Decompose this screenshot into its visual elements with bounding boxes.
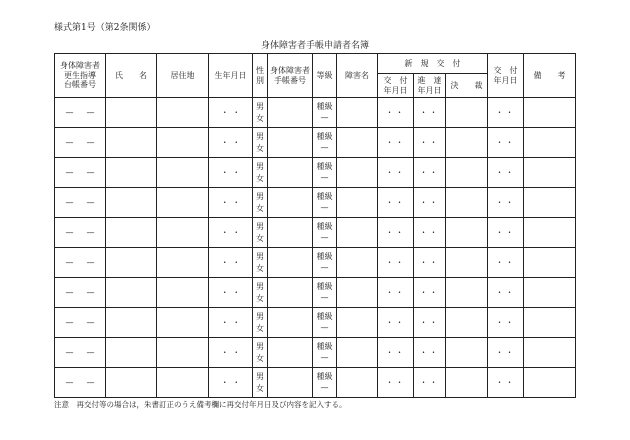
disability-name-cell[interactable] [337,218,378,248]
birthdate-cell[interactable]: ・ ・ [209,368,253,398]
ledger-number-cell[interactable]: — — [55,308,106,338]
grade-cell[interactable]: 種級 — [313,128,337,158]
sex-cell[interactable]: 男 女 [253,248,268,278]
remarks-cell[interactable] [524,218,576,248]
table-row [55,218,576,248]
remarks-cell[interactable] [524,158,576,188]
form-id: 様式第1号（第2条関係） [54,23,156,33]
notify-date-cell[interactable]: ・・ [414,188,446,218]
handbook-number-cell[interactable] [268,128,313,158]
ledger-number-cell[interactable]: — — [55,338,106,368]
name-cell[interactable] [106,368,157,398]
sex-cell[interactable]: 男 女 [253,308,268,338]
decision-cell[interactable] [446,278,488,308]
sex-cell[interactable]: 男 女 [253,128,268,158]
remarks-cell[interactable] [524,128,576,158]
decision-cell[interactable] [446,308,488,338]
address-cell[interactable] [157,368,209,398]
handbook-number-cell[interactable] [268,368,313,398]
decision-cell[interactable] [446,218,488,248]
name-cell[interactable] [106,98,157,128]
table-row [55,248,576,278]
handbook-number-cell[interactable] [268,278,313,308]
header-ledger-number: 身体障害者 更生指導 台帳番号 [55,54,106,98]
header-sex: 性 別 [253,54,268,98]
issue-date-cell[interactable]: ・・ [378,308,414,338]
notify-date-cell[interactable]: ・・ [414,158,446,188]
issue-date-cell[interactable]: ・・ [378,188,414,218]
decision-cell[interactable] [446,98,488,128]
name-cell[interactable] [106,218,157,248]
birthdate-cell[interactable]: ・ ・ [209,338,253,368]
disability-name-cell[interactable] [337,368,378,398]
disability-name-cell[interactable] [337,278,378,308]
name-cell[interactable] [106,338,157,368]
handbook-number-cell[interactable] [268,308,313,338]
sex-cell[interactable]: 男 女 [253,338,268,368]
header-decision: 決 裁 [446,74,488,98]
grade-cell[interactable]: 種級 — [313,188,337,218]
decision-cell[interactable] [446,368,488,398]
decision-cell[interactable] [446,158,488,188]
handbook-number-cell[interactable] [268,188,313,218]
delivery-date-cell[interactable]: ・・ [488,248,524,278]
handbook-number-cell[interactable] [268,338,313,368]
delivery-date-cell[interactable]: ・・ [488,218,524,248]
birthdate-cell[interactable]: ・ ・ [209,158,253,188]
birthdate-cell[interactable]: ・ ・ [209,188,253,218]
delivery-date-cell[interactable]: ・・ [488,368,524,398]
table-row [55,308,576,338]
birthdate-cell[interactable]: ・ ・ [209,308,253,338]
table-row [55,368,576,398]
birthdate-cell[interactable]: ・ ・ [209,278,253,308]
notify-date-cell[interactable]: ・・ [414,218,446,248]
issue-date-cell[interactable]: ・・ [378,338,414,368]
name-cell[interactable] [106,128,157,158]
delivery-date-cell[interactable]: ・・ [488,278,524,308]
header-issue-date: 交 付 年月日 [378,74,414,98]
grade-cell[interactable]: 種級 — [313,248,337,278]
notify-date-cell[interactable]: ・・ [414,248,446,278]
header-grade: 等級 [313,54,337,98]
header-disability-name: 障害名 [337,54,378,98]
table-row [55,338,576,368]
delivery-date-cell[interactable]: ・・ [488,308,524,338]
table-row [55,188,576,218]
remarks-cell[interactable] [524,368,576,398]
issue-date-cell[interactable]: ・・ [378,218,414,248]
disability-name-cell[interactable] [337,98,378,128]
ledger-number-cell[interactable]: — — [55,278,106,308]
notify-date-cell[interactable]: ・・ [414,278,446,308]
remarks-cell[interactable] [524,188,576,218]
decision-cell[interactable] [446,188,488,218]
name-cell[interactable] [106,248,157,278]
header-remarks: 備 考 [524,54,576,98]
name-cell[interactable] [106,278,157,308]
issue-date-cell[interactable]: ・・ [378,128,414,158]
issue-date-cell[interactable]: ・・ [378,158,414,188]
document-title: 身体障害者手帳申請者名簿 [260,41,369,51]
delivery-date-cell[interactable]: ・・ [488,338,524,368]
birthdate-cell[interactable]: ・ ・ [209,128,253,158]
issue-date-cell[interactable]: ・・ [378,368,414,398]
grade-cell[interactable]: 種級 — [313,218,337,248]
ledger-number-cell[interactable]: — — [55,188,106,218]
remarks-cell[interactable] [524,278,576,308]
header-notify-date: 進 達 年月日 [414,74,446,98]
name-cell[interactable] [106,188,157,218]
issue-date-cell[interactable]: ・・ [378,278,414,308]
grade-cell[interactable]: 種級 — [313,158,337,188]
remarks-cell[interactable] [524,248,576,278]
header-address: 居住地 [157,54,209,98]
address-cell[interactable] [157,158,209,188]
table-row [55,278,576,308]
remarks-cell[interactable] [524,308,576,338]
footnote: 注意 再交付等の場合は，朱書訂正のうえ備考欄に再交付年月日及び内容を記入する。 [54,400,347,409]
disability-name-cell[interactable] [337,248,378,278]
disability-name-cell[interactable] [337,338,378,368]
register-body [55,98,576,398]
remarks-cell[interactable] [524,338,576,368]
header-new-issue: 新 規 交 付 [378,54,488,74]
sex-cell[interactable]: 男 女 [253,158,268,188]
name-cell[interactable] [106,158,157,188]
handbook-number-cell[interactable] [268,218,313,248]
handbook-number-cell[interactable] [268,158,313,188]
ledger-number-cell[interactable]: — — [55,128,106,158]
grade-cell[interactable]: 種級 — [313,338,337,368]
handbook-number-cell[interactable] [268,98,313,128]
notify-date-cell[interactable]: ・・ [414,308,446,338]
decision-cell[interactable] [446,338,488,368]
grade-cell[interactable]: 種級 — [313,98,337,128]
header-delivery-date: 交 付 年月日 [488,54,524,98]
address-cell[interactable] [157,248,209,278]
notify-date-cell[interactable]: ・・ [414,98,446,128]
birthdate-cell[interactable]: ・ ・ [209,98,253,128]
header-birthdate: 生年月日 [209,54,253,98]
address-cell[interactable] [157,338,209,368]
register-table [54,53,576,398]
ledger-number-cell[interactable]: — — [55,98,106,128]
ledger-number-cell[interactable]: — — [55,218,106,248]
grade-cell[interactable]: 種級 — [313,278,337,308]
disability-name-cell[interactable] [337,128,378,158]
notify-date-cell[interactable]: ・・ [414,338,446,368]
sex-cell[interactable]: 男 女 [253,98,268,128]
sex-cell[interactable]: 男 女 [253,368,268,398]
grade-cell[interactable]: 種級 — [313,308,337,338]
notify-date-cell[interactable]: ・・ [414,128,446,158]
sex-cell[interactable]: 男 女 [253,278,268,308]
address-cell[interactable] [157,128,209,158]
delivery-date-cell[interactable]: ・・ [488,158,524,188]
disability-name-cell[interactable] [337,158,378,188]
address-cell[interactable] [157,278,209,308]
birthdate-cell[interactable]: ・ ・ [209,218,253,248]
delivery-date-cell[interactable]: ・・ [488,128,524,158]
sex-cell[interactable]: 男 女 [253,218,268,248]
issue-date-cell[interactable]: ・・ [378,98,414,128]
notify-date-cell[interactable]: ・・ [414,368,446,398]
disability-name-cell[interactable] [337,308,378,338]
sex-cell[interactable]: 男 女 [253,188,268,218]
address-cell[interactable] [157,98,209,128]
header-handbook-number: 身体障害者 手帳番号 [268,54,313,98]
address-cell[interactable] [157,308,209,338]
delivery-date-cell[interactable]: ・・ [488,98,524,128]
decision-cell[interactable] [446,128,488,158]
remarks-cell[interactable] [524,98,576,128]
handbook-number-cell[interactable] [268,248,313,278]
ledger-number-cell[interactable]: — — [55,158,106,188]
table-row [55,98,576,128]
header-name: 氏 名 [106,54,157,98]
table-row [55,128,576,158]
birthdate-cell[interactable]: ・ ・ [209,248,253,278]
disability-name-cell[interactable] [337,188,378,218]
grade-cell[interactable]: 種級 — [313,368,337,398]
ledger-number-cell[interactable]: — — [55,248,106,278]
address-cell[interactable] [157,218,209,248]
delivery-date-cell[interactable]: ・・ [488,188,524,218]
issue-date-cell[interactable]: ・・ [378,248,414,278]
ledger-number-cell[interactable]: — — [55,368,106,398]
decision-cell[interactable] [446,248,488,278]
table-row [55,158,576,188]
address-cell[interactable] [157,188,209,218]
name-cell[interactable] [106,308,157,338]
